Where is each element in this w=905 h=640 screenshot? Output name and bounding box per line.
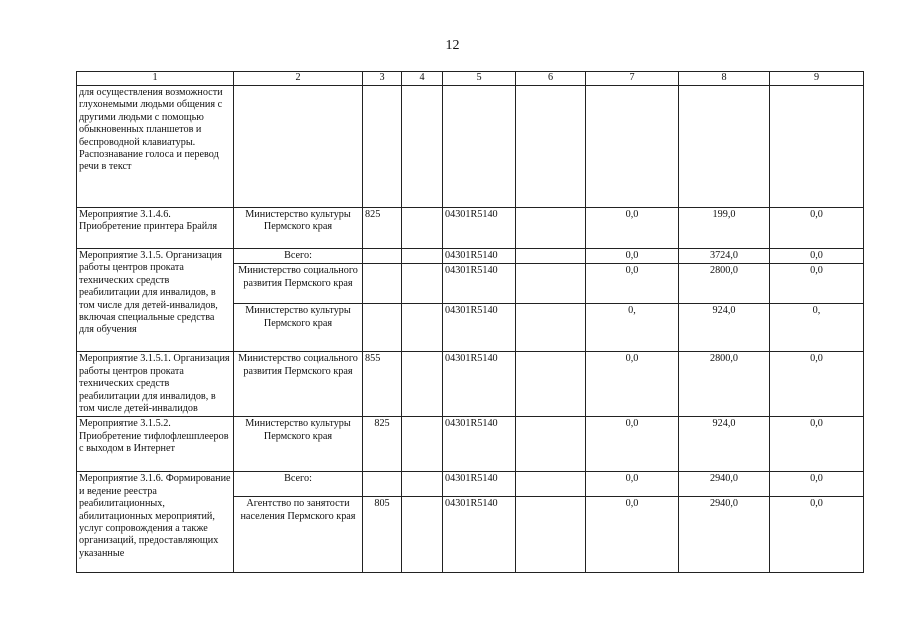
value-cell xyxy=(586,86,679,208)
column-number: 9 xyxy=(770,72,864,86)
column-number: 3 xyxy=(363,72,402,86)
section-cell xyxy=(402,497,443,573)
code-cell xyxy=(363,264,402,304)
column-number: 6 xyxy=(516,72,586,86)
column-number: 4 xyxy=(402,72,443,86)
target-code-cell: 04301R5140 xyxy=(443,352,516,417)
value-cell: 0,0 xyxy=(586,208,679,249)
executor-cell xyxy=(234,86,363,208)
value-cell: 2940,0 xyxy=(679,497,770,573)
code-cell: 825 xyxy=(363,417,402,472)
column-number: 2 xyxy=(234,72,363,86)
activity-cell: Мероприятие 3.1.4.6. Приобретение принтера Брайля xyxy=(77,208,234,249)
type-cell xyxy=(516,497,586,573)
target-code-cell: 04301R5140 xyxy=(443,417,516,472)
value-cell: 2800,0 xyxy=(679,264,770,304)
value-cell: 2800,0 xyxy=(679,352,770,417)
value-cell: 3724,0 xyxy=(679,249,770,264)
target-code-cell: 04301R5140 xyxy=(443,264,516,304)
code-cell: 825 xyxy=(363,208,402,249)
executor-cell: Министерство социального развития Пермского края xyxy=(234,264,363,304)
executor-cell: Министерство социального развития Пермского края xyxy=(234,352,363,417)
executor-cell: Всего: xyxy=(234,249,363,264)
column-number: 7 xyxy=(586,72,679,86)
section-cell xyxy=(402,304,443,352)
budget-table xyxy=(76,71,864,573)
table-row xyxy=(77,352,864,417)
value-cell: 0,0 xyxy=(770,417,864,472)
target-code-cell: 04301R5140 xyxy=(443,208,516,249)
column-number-row xyxy=(77,72,864,86)
value-cell: 0,0 xyxy=(770,497,864,573)
table-row xyxy=(77,417,864,472)
value-cell: 0,0 xyxy=(586,472,679,497)
code-cell: 805 xyxy=(363,497,402,573)
executor-cell: Всего: xyxy=(234,472,363,497)
executor-cell: Агентство по занятости населения Пермского края xyxy=(234,497,363,573)
code-cell xyxy=(363,304,402,352)
code-cell xyxy=(363,249,402,264)
section-cell xyxy=(402,86,443,208)
target-code-cell: 04301R5140 xyxy=(443,249,516,264)
page-number: 12 xyxy=(445,38,460,53)
executor-cell: Министерство культуры Пермского края xyxy=(234,208,363,249)
code-cell: 855 xyxy=(363,352,402,417)
value-cell: 0,0 xyxy=(586,352,679,417)
value-cell: 924,0 xyxy=(679,304,770,352)
code-cell xyxy=(363,86,402,208)
type-cell xyxy=(516,472,586,497)
type-cell xyxy=(516,264,586,304)
target-code-cell: 04301R5140 xyxy=(443,472,516,497)
value-cell: 2940,0 xyxy=(679,472,770,497)
type-cell xyxy=(516,208,586,249)
target-code-cell: 04301R5140 xyxy=(443,304,516,352)
column-number: 5 xyxy=(443,72,516,86)
value-cell xyxy=(679,86,770,208)
table-row xyxy=(77,86,864,208)
value-cell: 199,0 xyxy=(679,208,770,249)
value-cell: 0,0 xyxy=(586,417,679,472)
value-cell: 0,0 xyxy=(586,264,679,304)
value-cell: 0, xyxy=(586,304,679,352)
value-cell: 924,0 xyxy=(679,417,770,472)
value-cell: 0,0 xyxy=(770,352,864,417)
value-cell: 0,0 xyxy=(586,249,679,264)
section-cell xyxy=(402,417,443,472)
section-cell xyxy=(402,472,443,497)
section-cell xyxy=(402,208,443,249)
type-cell xyxy=(516,352,586,417)
column-number: 8 xyxy=(679,72,770,86)
activity-cell: Мероприятие 3.1.6. Формирование и ведение реестра реабилитационных, абилитационных мероприятий, услуг сопровождения а также организаций, предоставляющих указанные xyxy=(77,472,234,573)
activity-cell: Мероприятие 3.1.5.2. Приобретение тифлофлешплееров с выходом в Интернет xyxy=(77,417,234,472)
section-cell xyxy=(402,264,443,304)
value-cell: 0,0 xyxy=(586,497,679,573)
activity-cell: Мероприятие 3.1.5.1. Организация работы центров проката технических средств реабилитации для инвалидов, в том числе детей-инвалидов xyxy=(77,352,234,417)
value-cell: 0,0 xyxy=(770,208,864,249)
table-row xyxy=(77,249,864,264)
type-cell xyxy=(516,86,586,208)
type-cell xyxy=(516,417,586,472)
table-row xyxy=(77,472,864,497)
value-cell: 0, xyxy=(770,304,864,352)
section-cell xyxy=(402,352,443,417)
code-cell xyxy=(363,472,402,497)
target-code-cell: 04301R5140 xyxy=(443,497,516,573)
value-cell: 0,0 xyxy=(770,264,864,304)
table-row xyxy=(77,208,864,249)
type-cell xyxy=(516,304,586,352)
type-cell xyxy=(516,249,586,264)
target-code-cell xyxy=(443,86,516,208)
executor-cell: Министерство культуры Пермского края xyxy=(234,304,363,352)
value-cell: 0,0 xyxy=(770,249,864,264)
activity-cell: Мероприятие 3.1.5. Организация работы центров проката технических средств реабилитации для инвалидов, в том числе для детей-инвалидов, включая специальные средства для обучения xyxy=(77,249,234,352)
section-cell xyxy=(402,249,443,264)
column-number: 1 xyxy=(77,72,234,86)
executor-cell: Министерство культуры Пермского края xyxy=(234,417,363,472)
activity-cell: для осуществления возможности глухонемыми людьми общения с другими людьми с помощью обыкновенных планшетов и беспроводной клавиатуры. Распознавание голоса и перевод речи в текст xyxy=(77,86,234,208)
value-cell: 0,0 xyxy=(770,472,864,497)
value-cell xyxy=(770,86,864,208)
